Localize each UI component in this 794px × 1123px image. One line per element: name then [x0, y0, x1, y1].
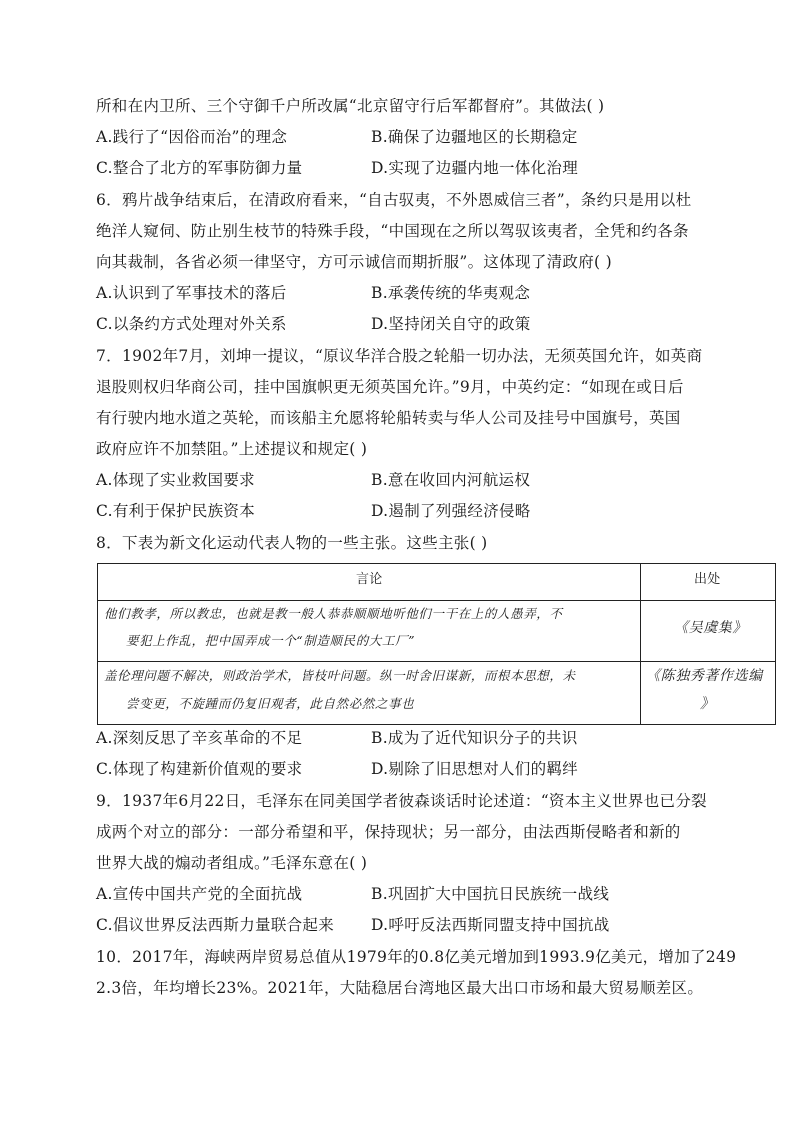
q7-option-d: D.遏制了列强经济侵略 [371, 502, 531, 520]
table-column-divider [640, 564, 641, 724]
q7-line-3: 有行驶内地水道之英轮，而该船主允愿将轮船转卖与华人公司及挂号中国旗号，英国 [96, 409, 681, 427]
q7-option-a: A.体现了实业救国要求 [96, 471, 255, 489]
table-row-divider [98, 661, 775, 662]
q9-option-d: D.呼吁反法西斯同盟支持中国抗战 [371, 916, 610, 934]
q10-line-1: 10．2017年，海峡两岸贸易总值从1979年的0.8亿美元增加到1993.9亿美元，增加了249 [96, 948, 737, 966]
q10-line-2: 2.3倍，年均增长23%。2021年，大陆稳居台湾地区最大出口市场和最大贸易顺差区。 [96, 979, 704, 997]
q6-line-1: 6．鸦片战争结束后，在清政府看来，“自古驭夷，不外恩威信三者”，条约只是用以杜 [96, 191, 692, 209]
q9-option-a: A.宣传中国共产党的全面抗战 [96, 885, 303, 903]
q8-option-a: A.深刻反思了辛亥革命的不足 [96, 729, 303, 747]
q8-option-b: B.成为了近代知识分子的共识 [371, 729, 578, 747]
table-header-source: 出处 [694, 572, 721, 587]
q8-line-1: 8．下表为新文化运动代表人物的一些主张。这些主张( ) [96, 534, 488, 552]
q6-option-c: C.以条约方式处理对外关系 [96, 315, 287, 333]
table-row-2-source-line-2: 》 [700, 696, 715, 712]
intro-option-d: D.实现了边疆内地一体化治理 [371, 159, 579, 177]
q7-line-4: 政府应许不加禁阻。”上述提议和规定( ) [96, 440, 368, 458]
q9-line-2: 成两个对立的部分：一部分希望和平，保持现状；另一部分，由法西斯侵略者和新的 [96, 823, 681, 841]
q8-option-d: D.剔除了旧思想对人们的羁绊 [371, 760, 579, 778]
table-row-2-quote-line-2: 尝变更，不旋踵而仍复旧观者，此自然必然之事也 [126, 696, 415, 711]
q6-line-3: 向其裁制，各省必须一律坚守，方可示诚信而期折服”。这体现了清政府( ) [96, 253, 612, 271]
q6-option-a: A.认识到了军事技术的落后 [96, 284, 287, 302]
table-row-1-source: 《吴虞集》 [674, 620, 747, 636]
q7-line-1: 7．1902年7月，刘坤一提议，“原议华洋合股之轮船一切办法，无须英国允许，如英商 [96, 347, 703, 365]
q7-line-2: 退股则权归华商公司，挂中国旗帜更无须英国允许。”9月，中英约定：“如现在或日后 [96, 378, 684, 396]
table-header-quote: 言论 [356, 572, 383, 587]
table-row-1-quote-line-2: 要犯上作乱，把中国弄成一个“制造顺民的大工厂” [126, 633, 416, 648]
q9-option-c: C.倡议世界反法西斯力量联合起来 [96, 916, 335, 934]
q7-option-b: B.意在收回内河航运权 [371, 471, 531, 489]
q6-option-d: D.坚持闭关自守的政策 [371, 315, 531, 333]
q7-option-c: C.有利于保护民族资本 [96, 502, 256, 520]
q8-table [97, 563, 776, 725]
intro-line-1: 所和在内卫所、三个守御千户所改属“北京留守行后军都督府”。其做法( ) [96, 97, 605, 115]
intro-option-c: C.整合了北方的军事防御力量 [96, 159, 303, 177]
q9-line-1: 9．1937年6月22日，毛泽东在同美国学者彼森谈话时论述道：“资本主义世界也已分裂 [96, 792, 707, 810]
q6-line-2: 绝洋人窥伺、防止别生枝节的特殊手段，“中国现在之所以驾驭该夷者，全凭和约各条 [96, 222, 689, 240]
q6-option-b: B.承袭传统的华夷观念 [371, 284, 531, 302]
intro-option-b: B.确保了边疆地区的长期稳定 [371, 128, 578, 146]
table-row-2-source-line-1: 《陈独秀著作选编 [646, 668, 763, 684]
table-row-2-quote-line-1: 盖伦理问题不解决，则政治学术，皆枝叶问题。纵一时舍旧谋新，而根本思想，未 [104, 668, 576, 683]
q9-option-b: B.巩固扩大中国抗日民族统一战线 [371, 885, 610, 903]
q9-line-3: 世界大战的煽动者组成。”毛泽东意在( ) [96, 854, 368, 872]
q8-option-c: C.体现了构建新价值观的要求 [96, 760, 303, 778]
intro-option-a: A.践行了“因俗而治”的理念 [96, 128, 288, 146]
table-row-1-quote-line-1: 他们教孝，所以教忠，也就是教一般人恭恭顺顺地听他们一干在上的人愚弄，不 [104, 606, 563, 621]
